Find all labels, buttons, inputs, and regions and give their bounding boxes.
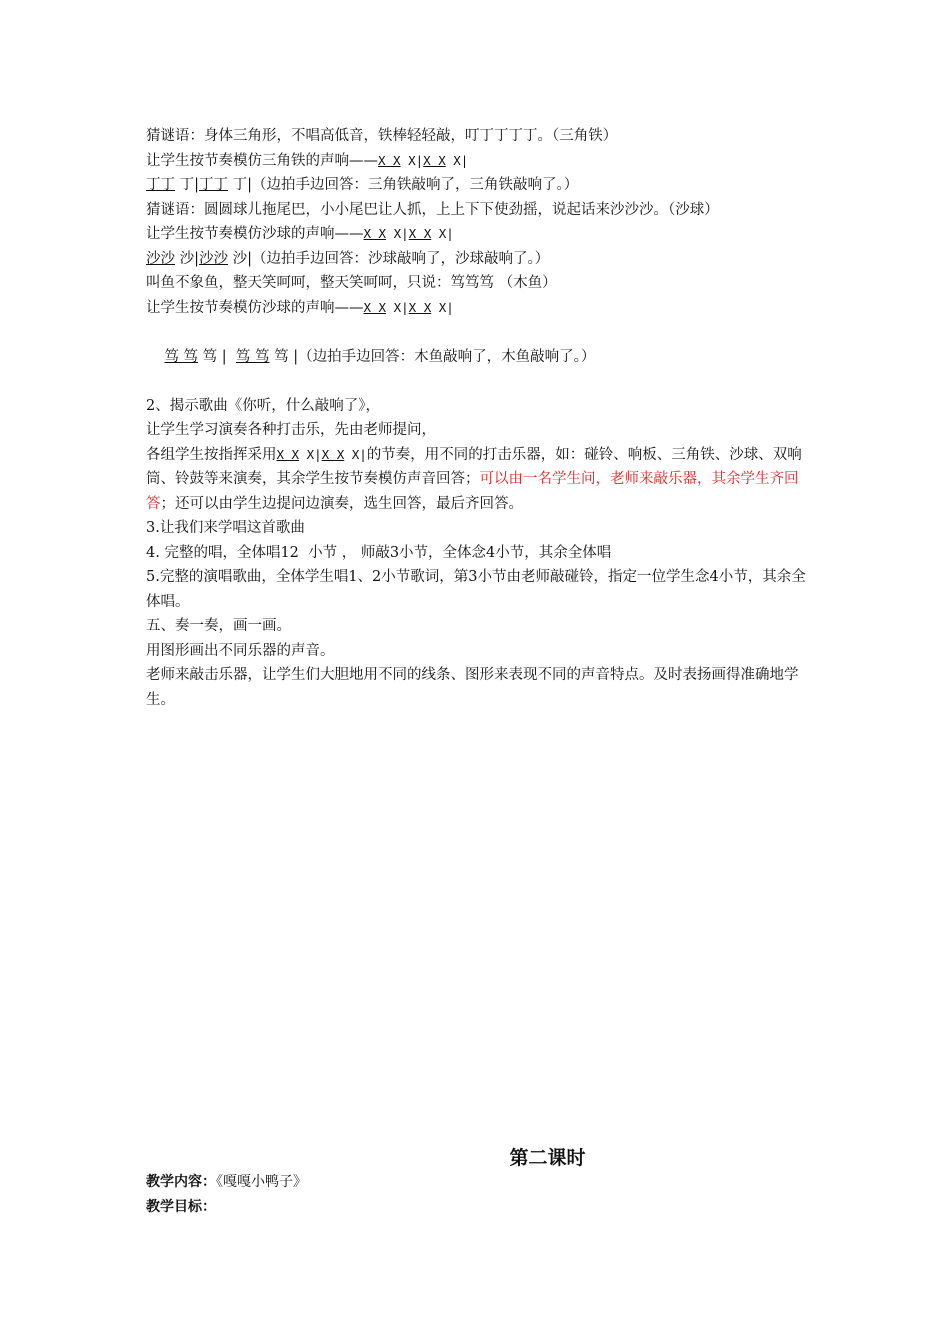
- section-title: 第二课时: [509, 1147, 586, 1169]
- highlight-text: 可以由一名学生问，老师来敲乐器，其余学生齐回答: [146, 471, 799, 512]
- answer-maracas: 沙沙 沙|沙沙 沙|（边拍手边回答：沙球敲响了，沙球敲响了。）: [146, 250, 550, 267]
- riddle-maracas: 猜谜语：圆圆球儿拖尾巴，小小尾巴让人抓，上上下下使劲摇，说起话来沙沙沙。（沙球）: [146, 201, 719, 218]
- reveal-song: 2、揭示歌曲《你听，什么敲响了》，: [146, 397, 380, 414]
- learn-percussion: 让学生学习演奏各种打击乐，先由老师提问，: [146, 422, 436, 438]
- group-performance: 各组学生按指挥采用X X X|X X X|的节奏，用不同的打击乐器，如：碰铃、响板、三角铁、沙球、双响筒、铃鼓等来演奏，其余学生按节奏模仿声音回答；可以由一名学生问，老师来敲乐器，其余学生齐回答；还可以由学生边提问边演奏，选生回答，最后齐回答。: [146, 446, 802, 512]
- riddle-triangle: 猜谜语：身体三角形，不唱高低音，铁棒轻轻敲，叮丁丁丁丁。（三角铁）: [146, 128, 618, 144]
- riddle-woodblock: 叫鱼不象鱼，整天笑呵呵，整天笑呵呵，只说：笃笃笃 （木鱼）: [146, 275, 557, 291]
- step-4: 4. 完整的唱，全体唱12 小节 ， 师敲3小节，全体念4小节，其余全体唱: [146, 544, 612, 561]
- rhythm-triangle: 让学生按节奏模仿三角铁的声响——X X X|X X X|: [146, 152, 469, 169]
- draw-sounds: 用图形画出不同乐器的声音。: [146, 642, 335, 659]
- teaching-goal: [146, 1195, 307, 1220]
- teaching-content-label: 教学内容：: [146, 1174, 216, 1190]
- section-five-heading: 五、奏一奏，画一画。: [146, 618, 291, 634]
- teacher-instruction: 老师来敲击乐器，让学生们大胆地用不同的线条、图形来表现不同的声音特点。及时表扬画得准确地学生。: [146, 667, 799, 708]
- rhythm-maracas: 让学生按节奏模仿沙球的声响——X X X|X X X|: [146, 226, 454, 242]
- rhythm-woodblock: 让学生按节奏模仿沙球的声响——X X X|X X X|: [146, 299, 454, 316]
- teaching-content-value: 《嘎嘎小鸭子》: [216, 1174, 307, 1190]
- answer-triangle: 丁丁 丁|丁丁 丁|（边拍手边回答：三角铁敲响了，三角铁敲响了。）: [146, 177, 579, 193]
- teaching-content: [146, 1170, 307, 1195]
- document-body: [146, 124, 811, 712]
- step-3: 3.让我们来学唱这首歌曲: [146, 520, 305, 536]
- teaching-goal-label: 教学目标：: [146, 1199, 216, 1215]
- answer-woodblock: 笃 笃 笃 | 笃 笃 笃 |（边拍手边回答：木鱼敲响了，木鱼敲响了。）: [164, 348, 596, 365]
- lesson-meta: [146, 1170, 307, 1220]
- step-5: 5.完整的演唱歌曲，全体学生唱1、2小节歌词，第3小节由老师敲碰铃，指定一位学生念4小节，其余全体唱。: [146, 569, 806, 610]
